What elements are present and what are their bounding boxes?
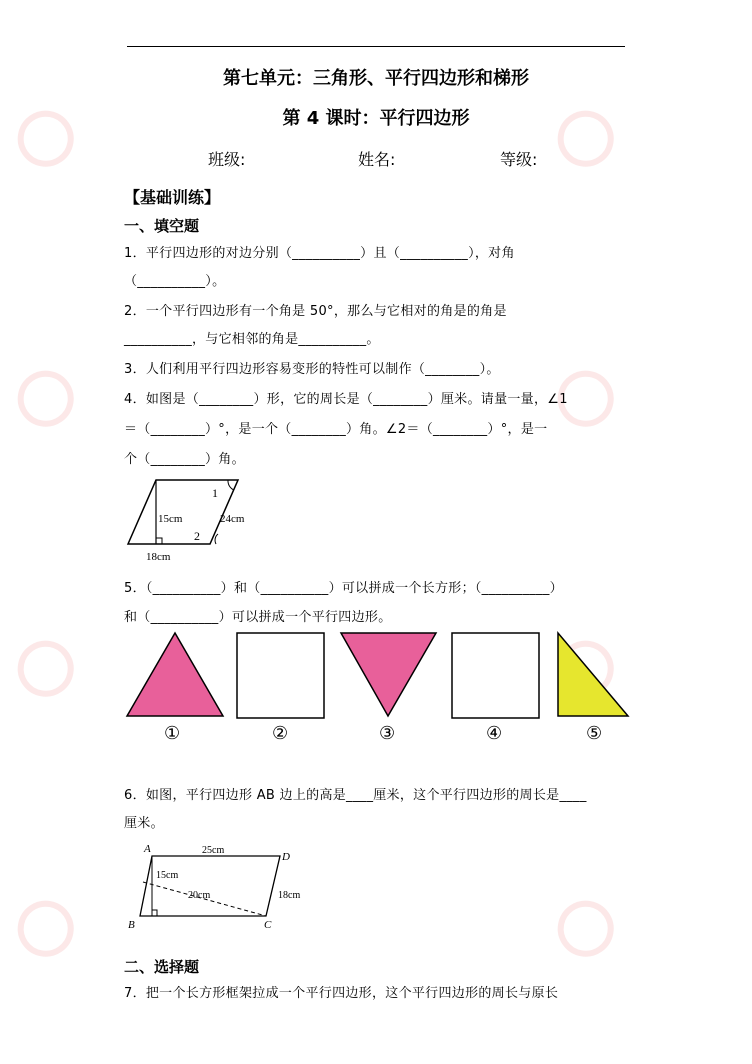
parallelogram-shape: [128, 480, 238, 544]
section-basic: 【基础训练】: [124, 188, 221, 207]
top-length-label: 25cm: [202, 845, 225, 856]
base-label: 18cm: [146, 551, 171, 563]
parallelogram-figure-q6: [122, 840, 322, 936]
part1-heading: 一、填空题: [124, 217, 200, 235]
shape-2-square: [237, 633, 324, 718]
unit-title: 第七单元：三角形、平行四边形和梯形: [223, 68, 529, 89]
right-angle-mark: [156, 538, 162, 544]
question-5-line2: 和（__________）可以拼成一个平行四边形。: [124, 610, 392, 625]
question-5-line1: 5．（__________）和（__________）可以拼成一个长方形；（__________）: [124, 581, 563, 596]
parallelogram-abcd: [140, 856, 280, 916]
vertex-b: B: [128, 919, 135, 931]
right-side-label: 18cm: [278, 890, 301, 901]
question-2-line1: 2．一个平行四边形有一个角是 50°，那么与它相对的角是的角是: [124, 304, 507, 319]
shape-3-triangle: [341, 633, 436, 716]
question-6-line1: 6．如图，平行四边形 AB 边上的高是____厘米，这个平行四边形的周长是____: [124, 788, 587, 803]
question-7: 7．把一个长方形框架拉成一个平行四边形，这个平行四边形的周长与原长: [124, 986, 559, 1001]
part2-heading: 二、选择题: [124, 958, 200, 976]
question-1-line2: （__________）。: [124, 274, 226, 289]
question-4-line2: ＝（________）°，是一个（________）角。∠2＝（________）°，是一: [124, 422, 548, 437]
vertex-a: A: [144, 843, 151, 855]
question-1-line1: 1．平行四边形的对边分别（__________）且（__________），对角: [124, 246, 515, 261]
angle-1-label: 1: [212, 486, 218, 500]
side-label: 24cm: [220, 513, 245, 525]
height-20-label: 20cm: [188, 890, 211, 901]
watermark: [7, 360, 90, 445]
height-15-label: 15cm: [156, 870, 179, 881]
height-label: 15cm: [158, 513, 183, 525]
shape-5-label: ⑤: [586, 723, 603, 743]
question-4-line3: 个（________）角。: [124, 452, 245, 467]
grade-label: 等级:: [500, 150, 538, 169]
watermark: [7, 890, 90, 975]
watermark: [547, 890, 630, 975]
header-rule: [127, 46, 625, 47]
question-6-line2: 厘米。: [124, 816, 164, 831]
angle-1-arc: [228, 480, 234, 490]
shape-5-right-triangle: [558, 633, 628, 716]
angle-2-label: 2: [194, 529, 200, 543]
lesson-title: 第 4 课时：平行四边形: [282, 108, 470, 129]
watermark: [7, 630, 90, 715]
shapes-figure-q5: [120, 628, 640, 750]
question-4-line1: 4．如图是（________）形，它的周长是（________）厘米。请量一量，∠1: [124, 392, 568, 407]
question-2-line2: __________，与它相邻的角是__________。: [124, 332, 380, 347]
shape-4-label: ④: [486, 723, 503, 743]
shape-3-label: ③: [379, 723, 396, 743]
parallelogram-figure-q4: [120, 472, 270, 568]
angle-2-arc: [215, 534, 218, 544]
shape-1-label: ①: [164, 723, 181, 743]
shape-4-square: [452, 633, 539, 718]
shape-1-triangle: [127, 633, 223, 716]
vertex-d: D: [282, 851, 290, 863]
right-angle-bottom: [152, 910, 157, 916]
class-label: 班级:: [208, 150, 246, 169]
vertex-c: C: [264, 919, 272, 931]
shape-2-label: ②: [272, 723, 289, 743]
question-3: 3．人们利用平行四边形容易变形的特性可以制作（________）。: [124, 362, 500, 377]
name-label: 姓名:: [358, 150, 396, 169]
